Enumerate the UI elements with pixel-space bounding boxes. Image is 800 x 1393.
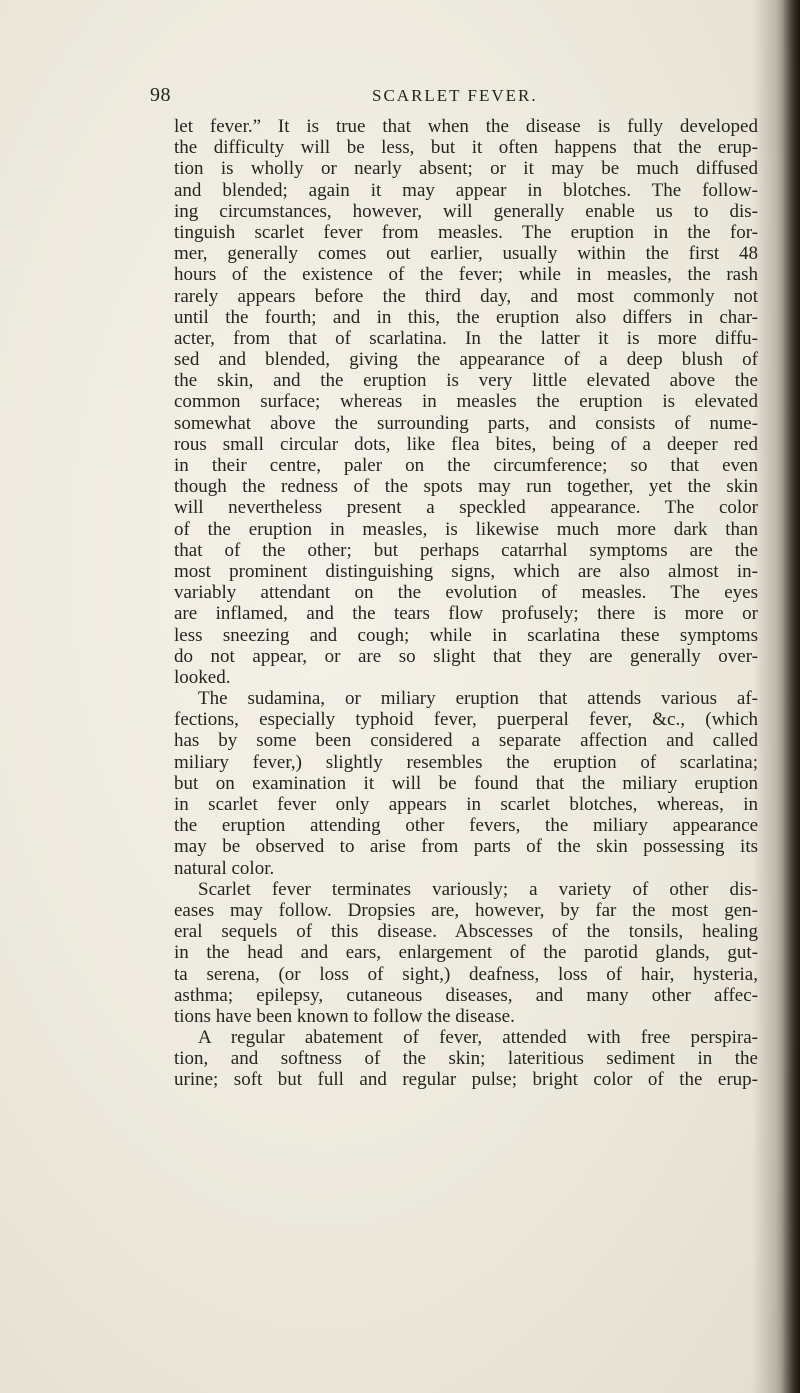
text-line: most prominent distinguishing signs, which are also almost in-: [174, 560, 758, 582]
text-line: though the redness of the spots may run together, yet the skin: [174, 476, 758, 498]
text-line: that of the other; but perhaps catarrhal symptoms are the: [174, 539, 758, 561]
text-line: rarely appears before the third day, and most commonly not: [174, 285, 758, 307]
text-line: and blended; again it may appear in blotches. The follow-: [174, 179, 758, 201]
text-line: tions have been known to follow the disease.: [174, 1005, 515, 1027]
text-line: tion, and softness of the skin; lateritious sediment in the: [174, 1048, 758, 1070]
text-line: in their centre, paler on the circumference; so that even: [174, 455, 758, 476]
text-line: mer, generally comes out earlier, usually within the first 48: [174, 243, 758, 265]
text-line: do not appear, or are so slight that they are generally over-: [174, 645, 758, 667]
text-line: asthma; epilepsy, cutaneous diseases, and many other affec-: [174, 984, 758, 1006]
text-line: rous small circular dots, like flea bites, being of a deeper red: [174, 433, 758, 455]
text-line: eral sequels of this disease. Abscesses of the tonsils, healing: [174, 921, 758, 943]
text-line: the eruption attending other fevers, the miliary appearance: [174, 815, 758, 837]
text-line: The sudamina, or miliary eruption that attends various af-: [198, 688, 758, 710]
text-line: the difficulty will be less, but it often happens that the erup-: [174, 137, 758, 159]
text-line: of the eruption in measles, is likewise much more dark than: [174, 518, 758, 540]
text-line: in scarlet fever only appears in scarlet blotches, whereas, in: [174, 794, 758, 815]
text-line: ta serena, (or loss of sight,) deafness, loss of hair, hysteria,: [174, 963, 758, 985]
running-head: SCARLET FEVER.: [372, 86, 538, 105]
text-line: the skin, and the eruption is very little elevated above the: [174, 370, 758, 392]
text-line: let fever.” It is true that when the disease is fully developed: [174, 116, 758, 137]
text-line: urine; soft but full and regular pulse; bright color of the erup-: [174, 1069, 758, 1091]
page-number: 98: [150, 84, 171, 106]
text-line: fections, especially typhoid fever, puerperal fever, &c., (which: [174, 709, 758, 731]
text-line: will nevertheless present a speckled appearance. The color: [174, 497, 758, 519]
text-line: are inflamed, and the tears flow profusely; there is more or: [174, 603, 758, 625]
page-edge-shadow: [782, 0, 800, 1393]
text-line: tinguish scarlet fever from measles. The eruption in the for-: [174, 221, 758, 243]
text-line: in the head and ears, enlargement of the parotid glands, gut-: [174, 942, 758, 964]
text-line: A regular abatement of fever, attended with free perspira-: [198, 1027, 758, 1049]
body-text: [174, 116, 758, 1091]
text-line: but on examination it will be found that the miliary eruption: [174, 772, 758, 794]
text-line: eases may follow. Dropsies are, however, by far the most gen-: [174, 899, 758, 921]
text-line: has by some been considered a separate affection and called: [174, 730, 758, 752]
text-line: variably attendant on the evolution of measles. The eyes: [174, 582, 758, 604]
text-line: common surface; whereas in measles the eruption is elevated: [174, 391, 758, 413]
text-line: sed and blended, giving the appearance of a deep blush of: [174, 349, 758, 371]
page-header: [150, 84, 720, 110]
text-line: hours of the existence of the fever; while in measles, the rash: [174, 264, 758, 286]
text-line: acter, from that of scarlatina. In the latter it is more diffu-: [174, 327, 758, 349]
text-line: tion is wholly or nearly absent; or it may be much diffused: [174, 158, 758, 180]
text-line: natural color.: [174, 857, 275, 879]
text-line: until the fourth; and in this, the eruption also differs in char-: [174, 306, 758, 328]
text-line: looked.: [174, 666, 231, 688]
text-line: may be observed to arise from parts of the skin possessing its: [174, 836, 758, 858]
text-line: ing circumstances, however, will generally enable us to dis-: [174, 200, 758, 222]
text-line: Scarlet fever terminates variously; a variety of other dis-: [198, 878, 758, 900]
text-line: less sneezing and cough; while in scarlatina these symptoms: [174, 624, 758, 646]
text-line: somewhat above the surrounding parts, and consists of nume-: [174, 412, 758, 434]
text-line: miliary fever,) slightly resembles the eruption of scarlatina;: [174, 751, 758, 773]
